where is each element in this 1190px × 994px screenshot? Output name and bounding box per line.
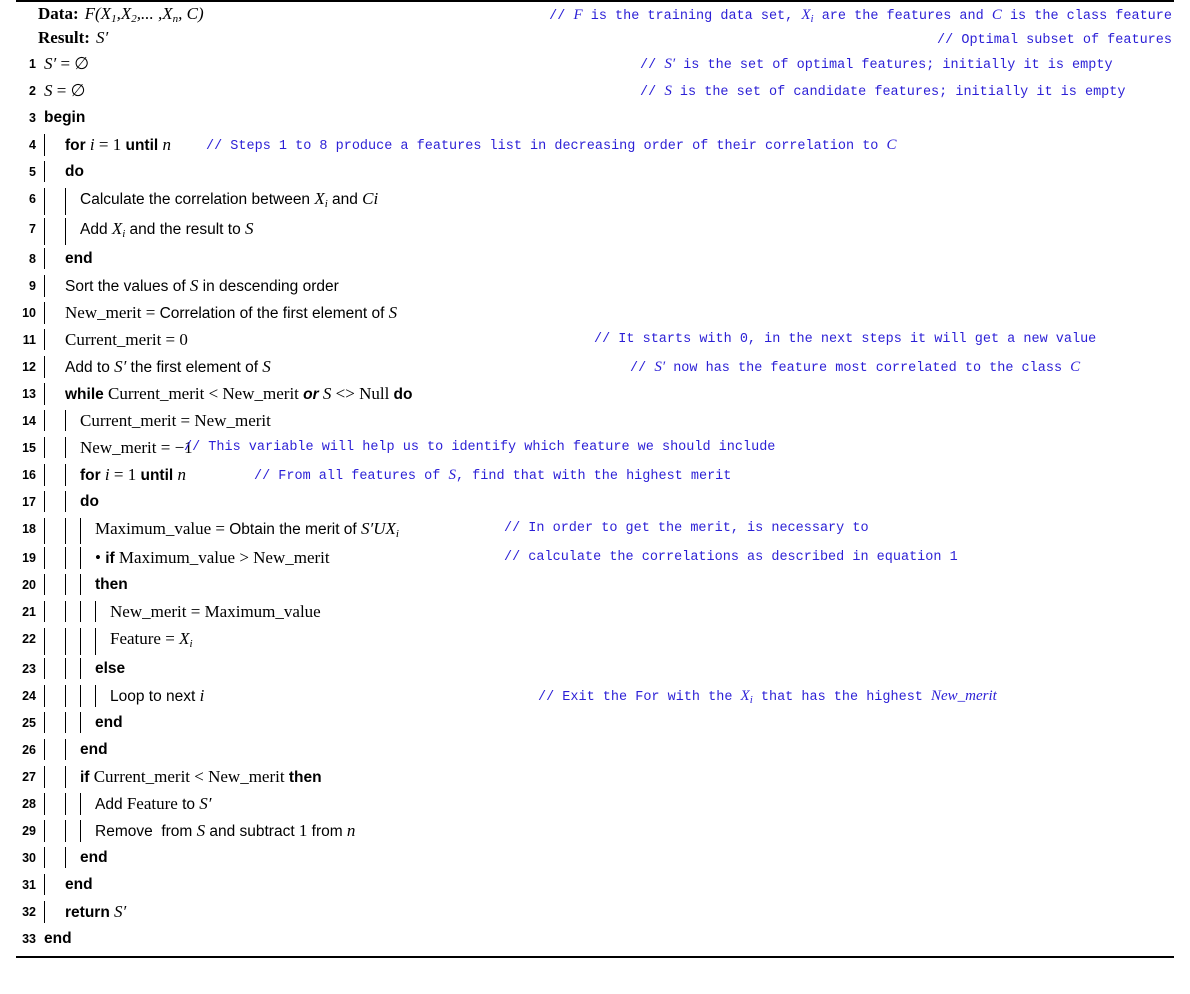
- line-number: 8: [29, 251, 36, 266]
- code-line: [16, 50, 1174, 77]
- line-number: 15: [22, 440, 36, 455]
- result-value: S′: [95, 28, 109, 47]
- code-text: New_merit = −1: [80, 437, 193, 457]
- code-text: New_merit = Correlation of the first element of S: [65, 302, 398, 322]
- code-line: [16, 817, 1174, 844]
- line-number: 32: [22, 905, 36, 919]
- code-line: [16, 736, 1174, 763]
- code-line: [16, 434, 1174, 461]
- result-header-line: [0, 26, 1190, 50]
- line-number: 5: [29, 165, 36, 179]
- line-number: 16: [22, 467, 36, 482]
- code-text: then: [95, 576, 128, 594]
- line-number: 31: [22, 878, 36, 892]
- line-comment: // In order to get the merit, is necessary to: [504, 520, 869, 536]
- line-comment: // This variable will help us to identify which feature we should include: [184, 439, 776, 455]
- code-line: [16, 380, 1174, 407]
- result-comment: // Optimal subset of features: [937, 33, 1172, 48]
- code-text: Remove from S and subtract 1 from n: [95, 821, 356, 840]
- line-number: 24: [22, 689, 36, 703]
- code-line: [16, 871, 1174, 898]
- code-line: [16, 77, 1174, 104]
- line-number: 10: [22, 305, 36, 320]
- line-number: 33: [22, 932, 36, 946]
- code-line: [16, 272, 1174, 299]
- line-number: 9: [29, 278, 36, 293]
- code-text: Add to S′ the first element of S: [65, 356, 271, 376]
- code-text: do: [80, 492, 99, 510]
- code-line: [16, 488, 1174, 515]
- code-line: [16, 898, 1174, 925]
- code-text: Current_merit = 0: [65, 329, 188, 349]
- code-line: [16, 461, 1174, 488]
- line-comment: // calculate the correlations as described in equation 1: [504, 550, 958, 566]
- code-line: [16, 326, 1174, 353]
- line-number: 25: [22, 716, 36, 730]
- data-comment: // F is the training data set, $X_i$ are the features and C is the class feature: [549, 7, 1172, 25]
- line-comment: // Steps 1 to 8 produce a features list in decreasing order of their correlation to C: [206, 137, 897, 154]
- result-label: Result:: [38, 28, 90, 47]
- line-comment: // S′ now has the feature most correlated to the class C: [630, 358, 1081, 376]
- code-line: [16, 682, 1174, 709]
- line-number: 2: [29, 84, 36, 98]
- line-number: 4: [29, 138, 36, 152]
- code-text: begin: [44, 109, 86, 126]
- code-text: for i = 1 until n: [65, 135, 171, 154]
- code-line: [16, 571, 1174, 598]
- code-line: [16, 598, 1174, 625]
- line-number: 29: [22, 824, 36, 838]
- line-comment: // Exit the For with the $X_i$ that has the highest New_merit: [538, 688, 997, 706]
- code-text: end: [44, 930, 72, 947]
- line-number: 23: [22, 662, 36, 676]
- line-number: 20: [22, 578, 36, 593]
- code-text: Add $X_i$ and the result to S: [80, 218, 254, 240]
- code-text: Sort the values of S in descending order: [65, 275, 339, 295]
- code-text: return S′: [65, 902, 127, 921]
- line-number: 30: [22, 851, 36, 865]
- code-text: end: [95, 714, 123, 731]
- code-text: end: [80, 849, 108, 866]
- code-line: [16, 763, 1174, 790]
- line-number: 12: [22, 359, 36, 374]
- code-text: end: [65, 249, 93, 267]
- code-text: Current_merit = New_merit: [80, 410, 271, 430]
- line-number: 11: [22, 332, 36, 347]
- code-line: [16, 104, 1174, 131]
- line-number: 22: [22, 632, 36, 647]
- code-text: else: [95, 660, 126, 677]
- code-line: [16, 353, 1174, 380]
- line-number: 26: [22, 743, 36, 757]
- code-text: • if Maximum_value > New_merit: [95, 548, 330, 568]
- data-label: Data:: [38, 4, 79, 23]
- code-text: S = ∅: [44, 81, 86, 100]
- data-header-line: [0, 2, 1190, 26]
- line-number: 14: [22, 413, 36, 428]
- code-line: [16, 158, 1174, 185]
- line-number: 17: [22, 494, 36, 509]
- code-line: [16, 925, 1174, 952]
- line-comment: // It starts with 0, in the next steps it will get a new value: [594, 331, 1097, 347]
- code-line: [16, 407, 1174, 434]
- code-text: S′ = ∅: [44, 54, 90, 73]
- line-comment: // From all features of S, find that with the highest merit: [254, 466, 732, 484]
- line-number: 28: [22, 797, 36, 811]
- line-comment: // S′ is the set of optimal features; initially it is empty: [640, 56, 1113, 73]
- code-line: [16, 709, 1174, 736]
- code-text: New_merit = Maximum_value: [110, 602, 321, 622]
- line-number: 7: [29, 221, 36, 236]
- code-text: while Current_merit < New_merit or S <> Null do: [65, 383, 413, 403]
- code-text: Loop to next i: [110, 686, 205, 705]
- code-line: [16, 844, 1174, 871]
- code-line: [16, 625, 1174, 655]
- code-line: [16, 215, 1174, 245]
- code-text: Maximum_value = Obtain the merit of $S'UX_i$: [95, 518, 399, 540]
- code-line: [16, 131, 1174, 158]
- code-text: Calculate the correlation between $X_i$ and Ci: [80, 189, 379, 210]
- code-text: end: [80, 741, 108, 758]
- line-number: 13: [22, 386, 36, 401]
- line-number: 3: [29, 111, 36, 125]
- line-number: 18: [22, 521, 36, 536]
- line-number: 27: [22, 770, 36, 784]
- line-number: 21: [22, 605, 36, 620]
- code-line: [16, 655, 1174, 682]
- code-text: do: [65, 163, 84, 180]
- code-line: [16, 185, 1174, 215]
- data-value: $F(X_1,X_2$,... $,X_n$, C): [84, 4, 204, 25]
- bottom-rule: [16, 956, 1174, 958]
- code-line: [16, 299, 1174, 326]
- code-line: [16, 790, 1174, 817]
- code-text: end: [65, 876, 93, 893]
- line-number: 6: [29, 192, 36, 206]
- algorithm-lines: [0, 50, 1190, 952]
- code-text: Feature = $X_i$: [110, 629, 193, 650]
- code-text: for i = 1 until n: [80, 464, 186, 484]
- line-comment: // S is the set of candidate features; initially it is empty: [640, 83, 1126, 100]
- code-text: if Current_merit < New_merit then: [80, 767, 322, 786]
- line-number: 19: [22, 551, 36, 566]
- code-line: [16, 544, 1174, 571]
- line-number: 1: [29, 57, 36, 71]
- code-line: [16, 245, 1174, 272]
- code-line: [16, 515, 1174, 545]
- code-text: Add Feature to S′: [95, 794, 212, 813]
